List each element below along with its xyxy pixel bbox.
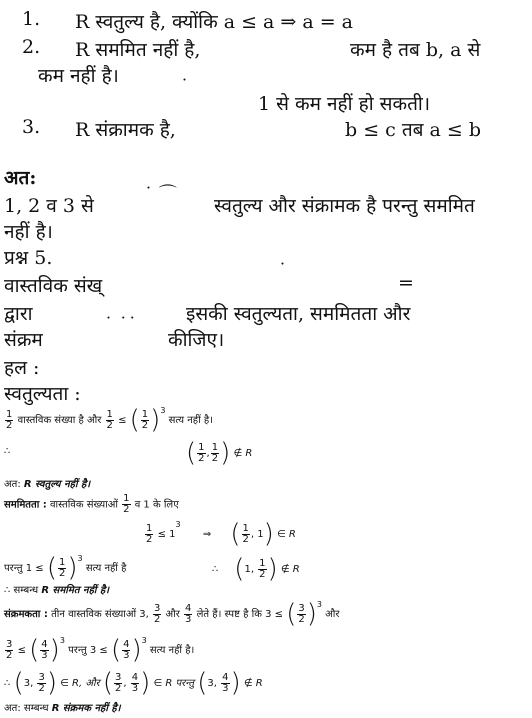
dot-mark: ˙ ˙˙ — [104, 314, 137, 335]
reflexivity-line-1: $\frac{1}{2}$ वास्तविक संख्या है और $\frac{1}{2}$ ≤ ( $\frac{1}{2}$ )$^3$ सत्य नहीं है। — [6, 405, 213, 435]
item-1-number: 1. — [22, 8, 41, 30]
question-5-label: प्रश्न 5. — [4, 247, 53, 269]
line-10-text-a: वास्तविक संख् — [4, 275, 103, 297]
item-3-number: 3. — [22, 116, 41, 138]
symmetry-line-1: सममितता : वास्तविक संख्याओं $\frac{1}{2}$ व 1 के लिए — [4, 493, 179, 515]
line-11-text-a: द्वारा — [4, 303, 33, 325]
symmetry-line-3: परन्तु 1 ≤ ( $\frac{1}{2}$ )$^3$ सत्य नहीं है — [4, 553, 127, 583]
dot-mark: ˙ — [180, 76, 189, 97]
line-7-text-a: 1, 2 व 3 से — [4, 195, 94, 217]
line-10-text-b: = — [398, 272, 414, 294]
fraction-half: $\frac{1}{2}$ — [6, 408, 13, 431]
hence-heading: अत: — [4, 167, 37, 189]
symmetry-conclusion: ∴ सम्बन्ध R सममित नहीं है। — [4, 585, 110, 596]
solution-label: हल : — [4, 357, 40, 379]
item-1-text: R स्वतुल्य है, क्योंकि a ≤ a ⇒ a = a — [75, 11, 354, 33]
symmetry-line-3-right: ∴ (1, $\frac{1}{2}$ ) ∉ R — [212, 554, 300, 584]
line-11-text-b: इसकी स्वतुल्यता, सममितता और — [186, 303, 411, 325]
item-3-text-b: b ≤ c तब a ≤ b — [345, 119, 482, 141]
reflexivity-pair-not-in-R: ( $\frac{1}{2}$ , $\frac{1}{2}$ ) ∉ R — [186, 438, 253, 468]
transitivity-line-1: संक्रमकता : तीन वास्तविक संख्याओं 3, $\frac{3}{2}$ और $\frac{4}{3}$ लेते हैं। स्पष्ट है कि 3 ≤ ( $\frac{3}{2}$ )$^3$ और — [4, 599, 340, 629]
fraction-half: $\frac{1}{2}$ — [141, 408, 149, 431]
transitivity-conclusion: अत: सम्बन्ध R संक्रमक नहीं है। — [4, 703, 121, 714]
reflexivity-conclusion: अत: R स्वतुल्य नहीं है। — [4, 479, 91, 490]
line-12-text-b: कीजिए। — [168, 329, 225, 351]
reflexivity-heading: स्वतुल्यता : — [4, 383, 81, 405]
item-2-number: 2. — [22, 36, 41, 58]
line-4-text: 1 से कम नहीं हो सकती। — [258, 93, 431, 115]
item-2-continuation: कम नहीं है। — [38, 65, 119, 87]
fraction-half: $\frac{1}{2}$ — [106, 408, 113, 431]
item-2-text-b: कम है तब b, a से — [350, 39, 481, 61]
dot-mark: ˙ ⌒ — [144, 184, 177, 205]
line-7-text-b: स्वतुल्य और संक्रामक है परन्तु सममित — [214, 195, 475, 217]
item-3-text-a: R संक्रामक है, — [75, 119, 176, 141]
line-8-text: नहीं है। — [4, 221, 53, 243]
transitivity-line-2: $\frac{3}{2}$ ≤ ( $\frac{4}{3}$ )$^3$ परन्तु 3 ≤ ( $\frac{4}{3}$ )$^3$ सत्य नहीं है। — [6, 635, 195, 665]
symmetry-line-2: $\frac{1}{2}$ ≤ $1^3$ ⇒ ( $\frac{1}{2}$ , 1) ∈ R — [146, 519, 296, 549]
transitivity-line-3: ∴ (3, $\frac{3}{2}$ ) ∈ R, और ( $\frac{3}{2}$ , $\frac{4}{3}$ ) ∈ R परन्तु (3, $\frac{4}{3}$ ) ∉ R — [4, 668, 263, 698]
line-12-text-a: संक्रम — [4, 329, 43, 351]
dot-mark: ˙ — [278, 260, 287, 281]
item-2-text-a: R सममित नहीं है, — [75, 39, 201, 61]
therefore-symbol: ∴ — [4, 446, 11, 457]
